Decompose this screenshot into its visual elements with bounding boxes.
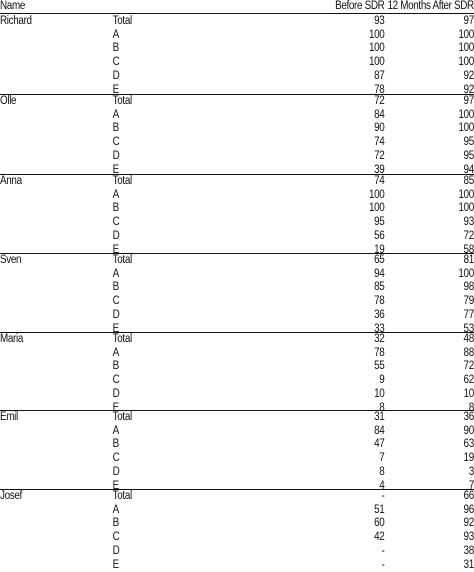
before-cell: 72 — [374, 150, 384, 164]
category-cell: E — [113, 402, 119, 416]
before-cell: 94 — [374, 268, 384, 282]
before-cell: 10 — [374, 388, 384, 402]
category-cell: E — [113, 480, 119, 494]
person-name: Sven — [0, 254, 21, 268]
table-row — [0, 109, 474, 123]
before-cell: 78 — [374, 295, 384, 309]
before-cell: 100 — [369, 42, 384, 56]
category-cell: C — [113, 452, 120, 466]
before-cell: 74 — [374, 175, 384, 189]
category-cell: Total — [113, 411, 132, 425]
table-row — [0, 374, 474, 388]
category-cell: C — [113, 531, 120, 545]
person-name: Josef — [0, 490, 22, 504]
header-name: Name — [0, 0, 25, 14]
table-row — [0, 281, 474, 295]
after-cell: 72 — [464, 230, 474, 244]
after-cell: 93 — [464, 531, 474, 545]
table-row — [0, 333, 474, 347]
table-row — [0, 15, 474, 29]
category-cell: A — [113, 347, 119, 361]
before-cell: 72 — [374, 95, 384, 109]
person-name: Richard — [0, 15, 32, 29]
after-cell: 95 — [464, 150, 474, 164]
category-cell: D — [113, 230, 120, 244]
after-cell: 93 — [464, 216, 474, 230]
table-row — [0, 136, 474, 150]
after-cell: 77 — [464, 309, 474, 323]
table-row — [0, 531, 474, 545]
before-cell: - — [381, 559, 384, 572]
table-row — [0, 559, 474, 572]
after-cell: 100 — [458, 29, 473, 43]
before-cell: 100 — [369, 29, 384, 43]
before-cell: 56 — [374, 230, 384, 244]
after-cell: 81 — [464, 254, 474, 268]
category-cell: C — [113, 295, 120, 309]
table-row — [0, 347, 474, 361]
before-cell: 7 — [379, 452, 384, 466]
after-cell: 88 — [464, 347, 474, 361]
after-cell: 95 — [464, 136, 474, 150]
before-cell: 55 — [374, 360, 384, 374]
person-name: Olle — [0, 95, 16, 109]
table-row — [0, 95, 474, 109]
after-cell: 19 — [464, 452, 474, 466]
person-name: Emil — [0, 411, 18, 425]
after-cell: 94 — [464, 164, 474, 178]
after-cell: 38 — [464, 545, 474, 559]
category-cell: C — [113, 216, 120, 230]
after-cell: 97 — [464, 15, 474, 29]
header-before: Before SDR — [335, 0, 384, 14]
category-cell: B — [113, 360, 119, 374]
after-cell: 63 — [464, 438, 474, 452]
category-cell: C — [113, 374, 120, 388]
after-cell: 79 — [464, 295, 474, 309]
header-divider — [0, 13, 474, 14]
after-cell: 8 — [469, 402, 474, 416]
table-row — [0, 150, 474, 164]
table-row — [0, 425, 474, 439]
table-row — [0, 175, 474, 189]
table-row — [0, 254, 474, 268]
before-cell: 31 — [374, 411, 384, 425]
person-name: Anna — [0, 175, 22, 189]
category-cell: C — [113, 56, 120, 70]
table-row — [0, 202, 474, 216]
category-cell: D — [113, 309, 120, 323]
before-cell: 36 — [374, 309, 384, 323]
category-cell: A — [113, 268, 119, 282]
after-cell: 10 — [464, 388, 474, 402]
after-cell: 100 — [458, 189, 473, 203]
category-cell: A — [113, 29, 119, 43]
after-cell: 53 — [464, 323, 474, 337]
table-row — [0, 411, 474, 425]
category-cell: E — [113, 164, 119, 178]
before-cell: 33 — [374, 323, 384, 337]
category-cell: A — [113, 189, 119, 203]
before-cell: 78 — [374, 84, 384, 98]
after-cell: 66 — [464, 490, 474, 504]
before-cell: 100 — [369, 56, 384, 70]
category-cell: B — [113, 122, 119, 136]
before-cell: 8 — [379, 466, 384, 480]
category-cell: B — [113, 281, 119, 295]
category-cell: E — [113, 84, 119, 98]
table-row — [0, 360, 474, 374]
before-cell: - — [381, 490, 384, 504]
before-cell: 100 — [369, 189, 384, 203]
category-cell: A — [113, 425, 119, 439]
table-row — [0, 70, 474, 84]
after-cell: 90 — [464, 425, 474, 439]
category-cell: Total — [113, 95, 132, 109]
category-cell: B — [113, 202, 119, 216]
category-cell: Total — [113, 254, 132, 268]
person-name: Maria — [0, 333, 23, 347]
before-cell: 65 — [374, 254, 384, 268]
category-cell: A — [113, 504, 119, 518]
after-cell: 58 — [464, 244, 474, 258]
category-cell: D — [113, 388, 120, 402]
before-cell: 60 — [374, 517, 384, 531]
before-cell: 9 — [379, 374, 384, 388]
before-cell: 95 — [374, 216, 384, 230]
after-cell: 100 — [458, 202, 473, 216]
before-cell: 84 — [374, 425, 384, 439]
before-cell: - — [381, 545, 384, 559]
before-cell: 42 — [374, 531, 384, 545]
category-cell: D — [113, 545, 120, 559]
table-row — [0, 309, 474, 323]
category-cell: Total — [113, 490, 132, 504]
after-cell: 100 — [458, 268, 473, 282]
before-cell: 47 — [374, 438, 384, 452]
after-cell: 31 — [464, 559, 474, 572]
before-cell: 19 — [374, 244, 384, 258]
after-cell: 96 — [464, 504, 474, 518]
after-cell: 100 — [458, 109, 473, 123]
before-cell: 4 — [379, 480, 384, 494]
category-cell: B — [113, 438, 119, 452]
after-cell: 100 — [458, 56, 473, 70]
after-cell: 92 — [464, 517, 474, 531]
table-row — [0, 466, 474, 480]
table-row — [0, 452, 474, 466]
after-cell: 3 — [469, 466, 474, 480]
after-cell: 97 — [464, 95, 474, 109]
table-row — [0, 56, 474, 70]
category-cell: D — [113, 150, 120, 164]
table-row — [0, 504, 474, 518]
category-cell: A — [113, 109, 119, 123]
after-cell: 72 — [464, 360, 474, 374]
before-cell: 51 — [374, 504, 384, 518]
before-cell: 85 — [374, 281, 384, 295]
after-cell: 92 — [464, 70, 474, 84]
table-row — [0, 388, 474, 402]
after-cell: 36 — [464, 411, 474, 425]
after-cell: 48 — [464, 333, 474, 347]
before-cell: 93 — [374, 15, 384, 29]
category-cell: D — [113, 466, 120, 480]
before-cell: 74 — [374, 136, 384, 150]
table-row — [0, 517, 474, 531]
before-cell: 39 — [374, 164, 384, 178]
after-cell: 98 — [464, 281, 474, 295]
table-row — [0, 545, 474, 559]
category-cell: Total — [113, 175, 132, 189]
table-row — [0, 490, 474, 504]
after-cell: 85 — [464, 175, 474, 189]
category-cell: E — [113, 244, 119, 258]
category-cell: E — [113, 323, 119, 337]
before-cell: 8 — [379, 402, 384, 416]
category-cell: C — [113, 136, 120, 150]
header-row — [0, 0, 474, 14]
table-row — [0, 438, 474, 452]
table-row — [0, 230, 474, 244]
table-row — [0, 42, 474, 56]
category-cell: B — [113, 42, 119, 56]
before-cell: 32 — [374, 333, 384, 347]
before-cell: 100 — [369, 202, 384, 216]
category-cell: E — [113, 559, 119, 572]
category-cell: Total — [113, 333, 132, 347]
before-cell: 84 — [374, 109, 384, 123]
table-row — [0, 189, 474, 203]
before-cell: 87 — [374, 70, 384, 84]
category-cell: D — [113, 70, 120, 84]
table-row — [0, 268, 474, 282]
category-cell: Total — [113, 15, 132, 29]
table-row — [0, 122, 474, 136]
after-cell: 100 — [458, 42, 473, 56]
category-cell: B — [113, 517, 119, 531]
table-row — [0, 295, 474, 309]
before-cell: 90 — [374, 122, 384, 136]
header-after: 12 Months After SDR — [387, 0, 473, 14]
after-cell: 62 — [464, 374, 474, 388]
after-cell: 100 — [458, 122, 473, 136]
table-row — [0, 216, 474, 230]
after-cell: 7 — [469, 480, 474, 494]
after-cell: 92 — [464, 84, 474, 98]
table-row — [0, 29, 474, 43]
before-cell: 78 — [374, 347, 384, 361]
